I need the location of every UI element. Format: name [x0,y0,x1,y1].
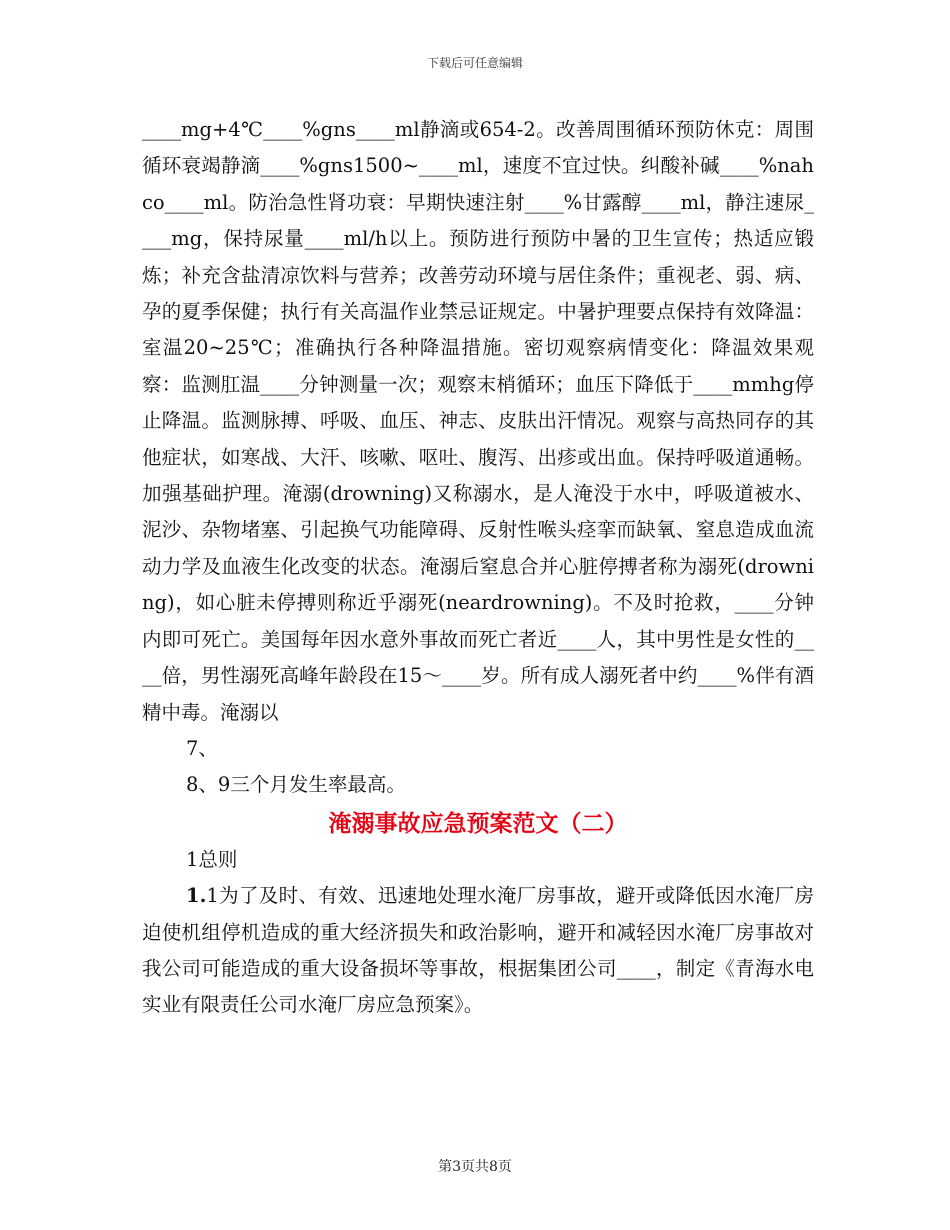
header-note: 下载后可任意编辑 [426,56,523,70]
clause-number: 1. [186,884,207,908]
list-item-8: 8、9三个月发生率最高。 [186,773,406,797]
page-footer: 第3页共8页 [438,1159,512,1175]
clause-text: 1为了及时、有效、迅速地处理水淹厂房事故，避开或降低因水淹厂房迫使机组停机造成的重大经济损失和政治影响，避开和减轻因水淹厂房事故对我公司可能造成的重大设备损坏等事故，根据集团公司____，制定《青海水电实业有限责任公司水淹厂房应急预案》。 [142,884,814,1017]
main-paragraph: ____mg+4℃____%gns____ml静滴或654-2。改善周围循环预防休克：周围循环衰竭静滴____%gns1500~____ml，速度不宜过快。纠酸补碱____%nahco____ml。防治急性肾功衰：早期快速注射____%甘露醇____ml，静注速尿____mg，保持尿量____ml/h以上。预防进行预防中暑的卫生宣传；热适应锻炼；补充含盐清凉饮料与营养；改善劳动环境与居住条件；重视老、弱、病、孕的夏季保健；执行有关高温作业禁忌证规定。中暑护理要点保持有效降温：室温20~25℃；准确执行各种降温措施。密切观察病情变化：降温效果观察：监测肛温____分钟测量一次；观察末梢循环；血压下降低于____mmhg停止降温。监测脉搏、呼吸、血压、神志、皮肤出汗情况。观察与高热同存的其他症状，如寒战、大汗、咳嗽、呕吐、腹泻、出疹或出血。保持呼吸道通畅。加强基础护理。淹溺(drowning)又称溺水，是人淹没于水中，呼吸道被水、泥沙、杂物堵塞、引起换气功能障碍、反射性喉头痉挛而缺氧、窒息造成血流动力学及血液生化改变的状态。淹溺后窒息合并心脏停搏者称为溺死(drowning)，如心脏未停搏则称近乎溺死(neardrowning)。不及时抢救，____分钟内即可死亡。美国每年因水意外事故而死亡者近____人，其中男性是女性的____倍，男性溺死高峰年龄段在15～____岁。所有成人溺死者中约____%伴有酒精中毒。淹溺以 [142,118,814,724]
document-body [142,112,814,1024]
general-heading: 1总则 [186,847,238,871]
list-item-7: 7、 [186,736,218,760]
clause-paragraph [142,878,814,1024]
section-title: 淹溺事故应急预案范文（二） [328,810,628,837]
